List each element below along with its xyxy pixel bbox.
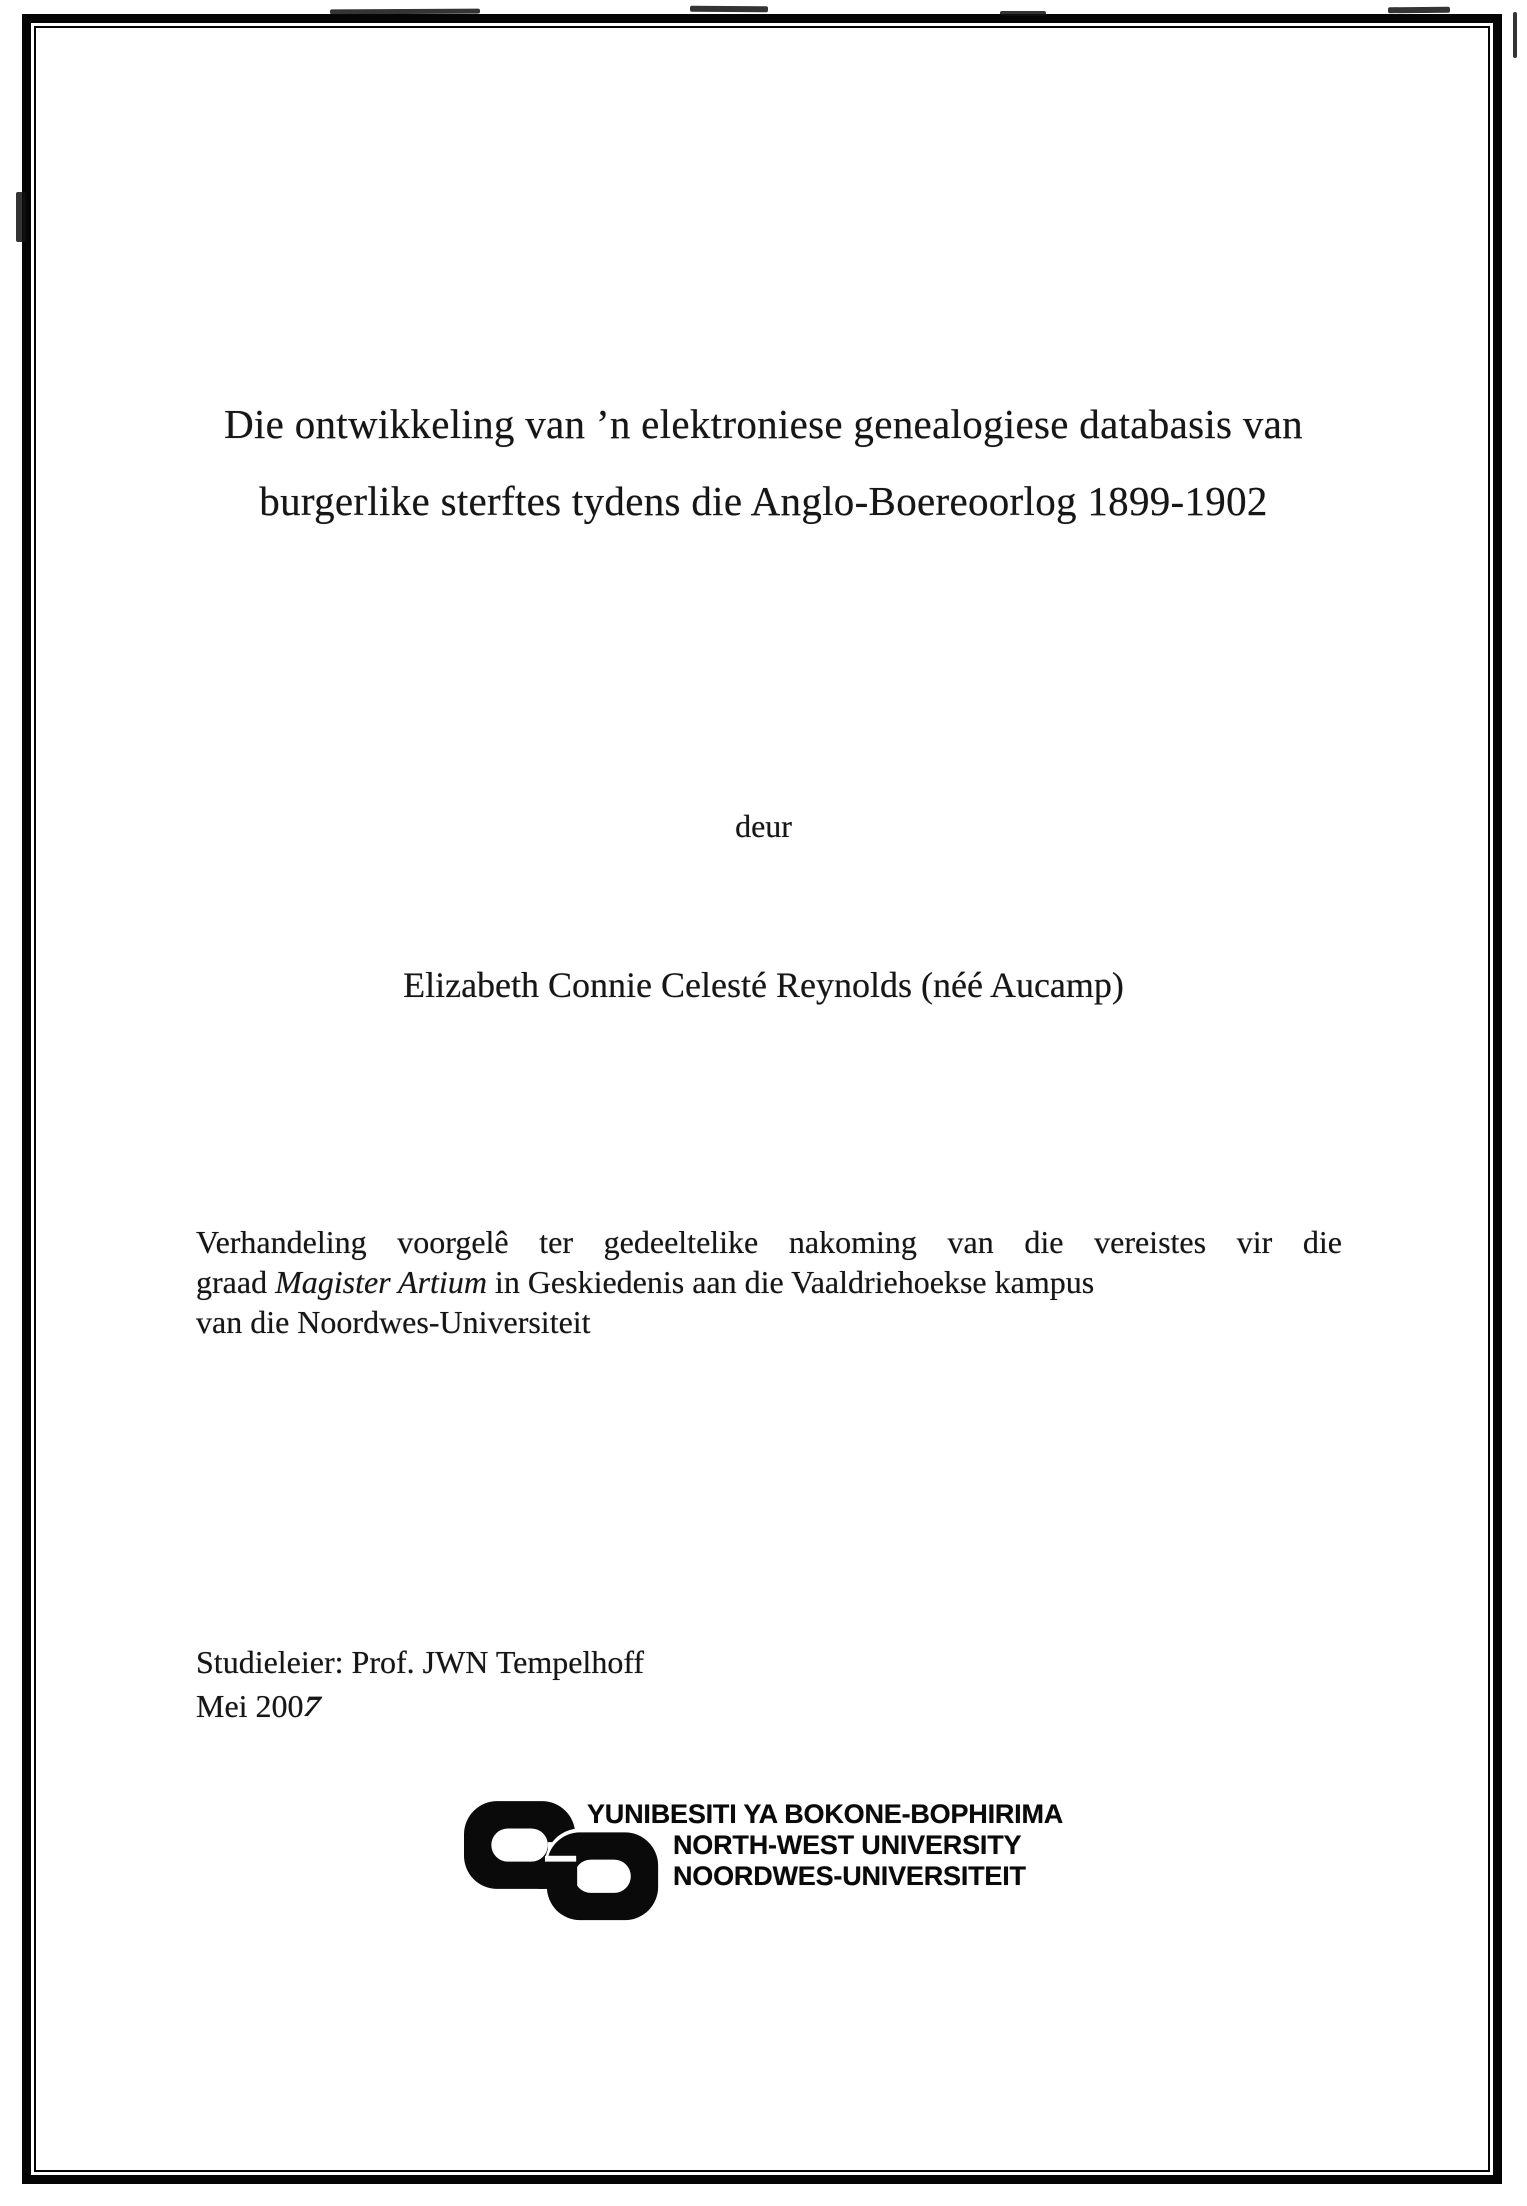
degree-statement-line2-pre: graad [196, 1264, 276, 1300]
date-line [196, 1684, 644, 1728]
degree-statement-line2-post: in Geskiedenis aan die Vaaldriehoekse kampus [486, 1264, 1095, 1300]
scan-smudge [1000, 11, 1046, 16]
logo-line-afrikaans: NOORDWES-UNIVERSITEIT [673, 1861, 1026, 1891]
degree-statement [196, 1222, 1342, 1342]
scan-smudge [1513, 12, 1517, 58]
degree-statement-line2 [196, 1262, 1342, 1302]
thesis-title-line1: Die ontwikkeling van ’n elektroniese genealogiese databasis van [224, 401, 1303, 447]
logo-line-english: NORTH-WEST UNIVERSITY [673, 1830, 1022, 1860]
date-last-digit: 7 [298, 1689, 325, 1723]
logo-line-setswana: YUNIBESITI YA BOKONE-BOPHIRIMA [587, 1799, 1064, 1829]
byline-deur: deur [735, 808, 792, 844]
scan-smudge [1388, 7, 1450, 14]
university-logo-text [587, 1799, 1063, 1892]
degree-statement-line1: Verhandeling voorgelê ter gedeeltelike nakoming van die vereistes vir die [196, 1224, 1342, 1260]
thesis-title [90, 386, 1437, 540]
author-name: Elizabeth Connie Celesté Reynolds (néé Aucamp) [403, 965, 1124, 1005]
university-logo [464, 1796, 1104, 1941]
degree-statement-line3: van die Noordwes-Universiteit [196, 1304, 591, 1340]
degree-name-italic: Magister Artium [275, 1264, 487, 1300]
scan-smudge [330, 9, 480, 15]
scan-smudge [16, 192, 26, 242]
scan-smudge [690, 6, 768, 13]
supervisor-line: Studieleier: Prof. JWN Tempelhoff [196, 1644, 645, 1680]
date-prefix: Mei 200 [196, 1688, 304, 1724]
supervisor-block [196, 1640, 644, 1728]
thesis-title-line2: burgerlike sterftes tydens die Anglo-Boereoorlog 1899-1902 [259, 478, 1268, 524]
